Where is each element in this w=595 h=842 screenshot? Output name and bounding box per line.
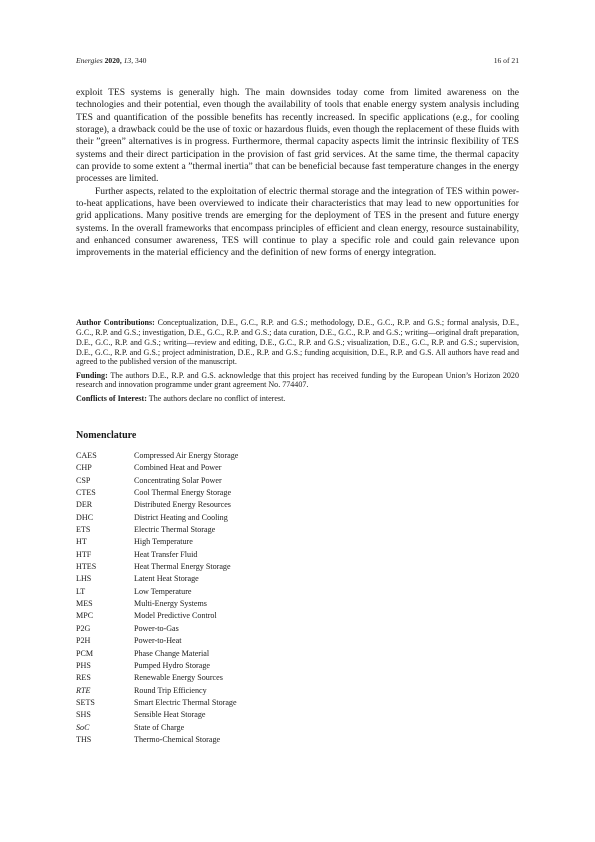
nomenclature-row <box>76 660 376 672</box>
nomenclature-abbreviation: RES <box>76 673 91 683</box>
nomenclature-definition: State of Charge <box>134 722 185 732</box>
nomenclature-abbreviation: HT <box>76 537 87 547</box>
nomenclature-row <box>76 672 376 684</box>
conflicts-label: Conflicts of Interest: <box>76 393 147 403</box>
nomenclature-abbreviation: THS <box>76 734 92 744</box>
nomenclature-row <box>76 697 376 709</box>
nomenclature-abbreviation: MPC <box>76 611 94 621</box>
author-contributions-text: Conceptualization, D.E., G.C., R.P. and G.S.; methodology, D.E., G.C., R.P. and G.S.; formal analysis, D.E., G.C., R.P. and G.S.; investigation, D.E., G.C., R.P. and G.S.; data curation, D.E., G.C., R.P. and G.S.; writing—original draft preparation, D.E., G.C., R.P. and G.S.; writing—review and editing, D.E., G.C., R.P. and G.S.; visualization, D.E., G.C., R.P. and G.S.; supervision, D.E., G.C., R.P. and G.S.; project administration, D.E., R.P. and G.S.; funding acquisition, D.E., R.P. and G.S. All authors have read and agreed to the published version of the manuscript. <box>76 318 519 367</box>
nomenclature-abbreviation: CSP <box>76 475 91 485</box>
nomenclature-row <box>76 450 376 462</box>
nomenclature-row <box>76 722 376 734</box>
funding-label: Funding: <box>76 370 108 380</box>
nomenclature-definition: Cool Thermal Energy Storage <box>134 488 232 498</box>
conclusion-text <box>76 87 519 260</box>
author-contributions-label: Author Contributions: <box>76 318 155 327</box>
page-number: 16 of 21 <box>493 56 519 65</box>
nomenclature-row <box>76 734 376 746</box>
nomenclature-row <box>76 549 376 561</box>
nomenclature-definition: Heat Transfer Fluid <box>134 549 198 559</box>
nomenclature-definition: Electric Thermal Storage <box>134 525 216 535</box>
back-matter <box>76 318 519 407</box>
nomenclature-abbreviation: CAES <box>76 451 97 460</box>
nomenclature-row <box>76 475 376 487</box>
nomenclature-abbreviation: HTES <box>76 562 97 572</box>
nomenclature-definition: Combined Heat and Power <box>134 463 222 473</box>
nomenclature-definition: Model Predictive Control <box>134 611 217 621</box>
nomenclature-row <box>76 487 376 499</box>
nomenclature-row <box>76 623 376 635</box>
nomenclature-abbreviation: MES <box>76 599 93 609</box>
nomenclature-definition: Power-to-Gas <box>134 623 179 633</box>
nomenclature-abbreviation: RTE <box>76 685 91 695</box>
nomenclature-title: Nomenclature <box>76 430 137 441</box>
nomenclature-abbreviation: P2G <box>76 623 91 633</box>
nomenclature-abbreviation: LT <box>76 586 86 596</box>
nomenclature-row <box>76 462 376 474</box>
nomenclature-row <box>76 598 376 610</box>
nomenclature-definition: Heat Thermal Energy Storage <box>134 562 231 572</box>
nomenclature-row <box>76 709 376 721</box>
nomenclature-abbreviation: CTES <box>76 488 96 498</box>
article-number: 340 <box>135 56 147 65</box>
nomenclature-definition: Smart Electric Thermal Storage <box>134 697 237 707</box>
nomenclature-definition: Round Trip Efficiency <box>134 685 207 695</box>
nomenclature-abbreviation: DHC <box>76 512 94 522</box>
funding-text: The authors D.E., R.P. and G.S. acknowledge that this project has received funding by the European Union’s Horizon 2020 research and innovation programme under grant agreement No. 774407. <box>76 370 519 390</box>
nomenclature-definition: Pumped Hydro Storage <box>134 660 210 670</box>
nomenclature-definition: Compressed Air Energy Storage <box>134 451 239 460</box>
paragraph-2: Further aspects, related to the exploitation of electric thermal storage and the integration of TES within power-to-heat applications, have been overviewed to indicate their characteristics that may lead to new opportunities for grid applications. Many positive trends are emerging for the deployment of TES in the present and future energy systems. In the overall frameworks that encompass principles of efficient and clean energy, resource sustainability, and enhanced consumer awareness, TES will continue to play a specific role and could gain relevance upon improvements in the material efficiency and the definition of new forms of energy integration. <box>76 185 519 259</box>
nomenclature-definition: Thermo-Chemical Storage <box>134 734 221 744</box>
nomenclature-definition: Sensible Heat Storage <box>134 710 206 720</box>
nomenclature-list <box>76 450 376 746</box>
conflicts-text: The authors declare no conflict of interest. <box>148 393 286 403</box>
funding <box>76 371 519 391</box>
conflicts-of-interest <box>76 394 519 404</box>
nomenclature-abbreviation: DER <box>76 500 93 510</box>
nomenclature-abbreviation: LHS <box>76 574 92 584</box>
nomenclature-row <box>76 499 376 511</box>
nomenclature-abbreviation: PCM <box>76 648 94 658</box>
nomenclature-row <box>76 685 376 697</box>
nomenclature-definition: Distributed Energy Resources <box>134 500 231 510</box>
nomenclature-row <box>76 524 376 536</box>
nomenclature-abbreviation: SETS <box>76 697 95 707</box>
journal-volume: 13, <box>123 56 134 65</box>
nomenclature-row <box>76 586 376 598</box>
nomenclature-abbreviation: HTF <box>76 549 92 559</box>
nomenclature-definition: Multi-Energy Systems <box>134 599 207 609</box>
nomenclature-abbreviation: SHS <box>76 710 91 720</box>
nomenclature-abbreviation: SoC <box>76 722 90 732</box>
nomenclature-abbreviation: PHS <box>76 660 91 670</box>
nomenclature-row <box>76 610 376 622</box>
nomenclature-definition: District Heating and Cooling <box>134 512 228 522</box>
paragraph-1: exploit TES systems is generally high. The main downsides today come from limited awareness on the technologies and their potential, even though the availability of tools that enable energy system analysis including TES and quantification of the possible benefits has recently increased. In specific applications (e.g., for cooling storage), a drawback could be the use of toxic or hazardous fluids, even though the replacement of these fluids with their ”green” alternatives is in progress. Furthermore, thermal capacity aspects limit the intrinsic flexibility of TES systems and their direct participation in the provision of fast grid services. At the same time, the thermal capacity can provide to some extent a ”thermal inertia” that can be beneficial because fast temperature changes in the energy processes are limited. <box>76 87 519 185</box>
nomenclature-definition: High Temperature <box>134 537 193 547</box>
nomenclature-row <box>76 648 376 660</box>
journal-name: Energies <box>76 56 103 65</box>
nomenclature-abbreviation: ETS <box>76 525 91 535</box>
nomenclature-definition: Latent Heat Storage <box>134 574 199 584</box>
running-header <box>76 56 519 68</box>
nomenclature-row <box>76 561 376 573</box>
nomenclature-definition: Renewable Energy Sources <box>134 673 223 683</box>
author-contributions <box>76 318 519 367</box>
nomenclature-definition: Power-to-Heat <box>134 636 182 646</box>
nomenclature-abbreviation: CHP <box>76 463 92 473</box>
nomenclature-row <box>76 512 376 524</box>
nomenclature-definition: Low Temperature <box>134 586 192 596</box>
journal-citation <box>76 56 146 68</box>
nomenclature-abbreviation: P2H <box>76 636 91 646</box>
nomenclature-definition: Concentrating Solar Power <box>134 475 222 485</box>
nomenclature-row <box>76 536 376 548</box>
nomenclature-row <box>76 635 376 647</box>
nomenclature-row <box>76 573 376 585</box>
journal-year: 2020, <box>104 56 122 65</box>
nomenclature-definition: Phase Change Material <box>134 648 210 658</box>
